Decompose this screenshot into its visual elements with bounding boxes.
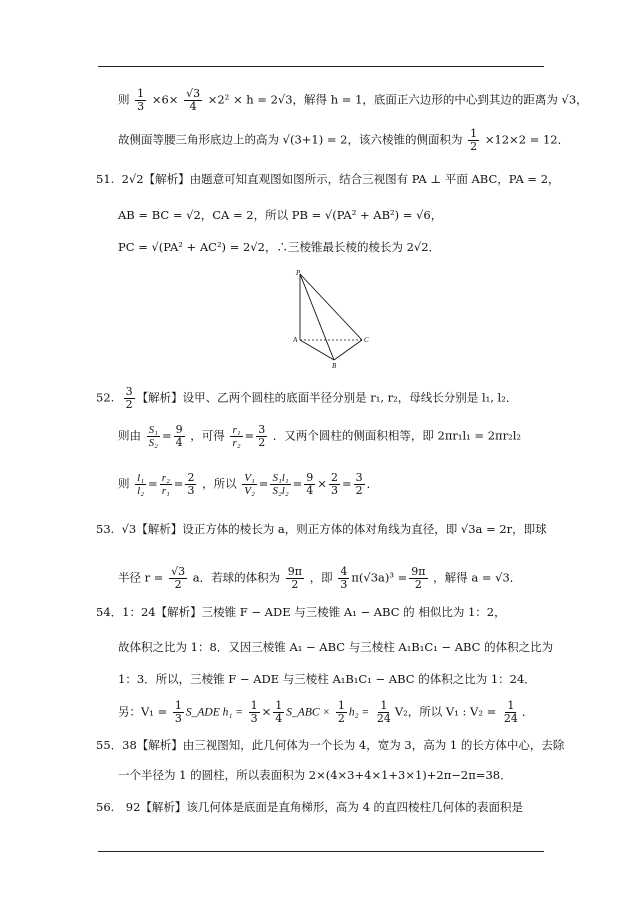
p54-line-3 xyxy=(118,672,536,686)
text: √3【解析】设正方体的棱长为 a，则正方体的体对角线为直径，即 √3a = 2r，即球 xyxy=(121,522,547,536)
label-A: A xyxy=(293,336,298,344)
den: r₂ xyxy=(232,437,241,449)
problem-number: 52. xyxy=(96,390,115,405)
num: 9π xyxy=(411,565,426,578)
num: 1 xyxy=(137,87,145,100)
text: ． xyxy=(366,476,379,491)
num: l₁ xyxy=(137,472,145,484)
num: 1 xyxy=(507,699,515,712)
p52-line-2: 则由 $\frac{\text{S₁}}{\text{S₂}}$ = $\frac{9}{4}$ ，可得 $\frac{\text{r₁}}{\text{r₂}}$ = $\frac{3}{2}$ ．又两个圆柱的侧面积相等，即 2πr₁l₁ = 2πr₂l₂ xyxy=(118,423,521,449)
num: 1 xyxy=(337,699,345,712)
p54-line-4: 另：V₁ = $\frac{1}{3}$ S_ADE h₁ = $\frac{1}{3}$ × $\frac{1}{4}$ S_ABC × $\frac{1}{2}$ h₂ = $\frac{1}{24}$ V₂，所以 V₁ : V₂ = $\frac{1}{24}$ ． xyxy=(118,699,534,725)
text: ，即 xyxy=(309,570,333,585)
edge-PC xyxy=(300,274,362,340)
fraction-s1l1-s2l2 xyxy=(270,472,290,497)
text: S_ABC × xyxy=(286,706,331,719)
fraction-1-3b xyxy=(249,700,260,725)
text: ．又两个圆柱的侧面积相等，即 2πr₁l₁ = 2πr₂l₂ xyxy=(272,428,521,443)
text: ×6× xyxy=(151,92,179,107)
answer-fraction xyxy=(124,386,135,411)
text: 故体积之比为 1：8．又因三棱锥 A₁ − ABC 与三棱柱 A₁B₁C₁ − ABC 的体积之比为 xyxy=(118,640,554,654)
den: 2 xyxy=(258,436,266,449)
num: 3 xyxy=(125,385,133,398)
fraction-root3-over-4 xyxy=(184,88,202,113)
den: 4 xyxy=(189,100,197,113)
num: 3 xyxy=(355,471,363,484)
p55-line-1 xyxy=(96,738,564,752)
den: 2 xyxy=(355,484,363,497)
fraction-r1-r2 xyxy=(230,424,242,449)
text: = xyxy=(173,476,184,491)
text: ×12×2 = 12． xyxy=(484,132,570,147)
text: V₂，所以 V₁ : V₂ = xyxy=(394,704,497,719)
num: 9 xyxy=(175,423,183,436)
text: ，解得 a = √3． xyxy=(433,570,522,585)
p53-line-1 xyxy=(96,522,547,536)
den: S₂ xyxy=(148,437,158,449)
den: 4 xyxy=(306,484,314,497)
fraction-4-3 xyxy=(338,566,349,591)
fraction-1-2 xyxy=(336,700,347,725)
text: 56. 92【解析】该几何体是底面是直角梯形，高为 4 的直四棱柱几何体的表面积是 xyxy=(96,800,524,814)
text: 2√2【解析】由题意可知直观图如图所示，结合三视图有 PA ⊥ 平面 ABC，PA = 2， xyxy=(121,172,560,186)
num: 9 xyxy=(306,471,314,484)
den: 2 xyxy=(291,578,299,591)
num: 1 xyxy=(250,699,258,712)
text: 则 xyxy=(118,476,130,491)
p51-line-3 xyxy=(118,240,440,254)
fraction-1-24 xyxy=(375,700,393,725)
fraction-2-3b xyxy=(329,472,340,497)
num: √3 xyxy=(186,87,201,100)
num: √3 xyxy=(171,565,186,578)
label-B: B xyxy=(332,362,337,370)
fraction-v1-v2 xyxy=(242,472,257,497)
num: 1 xyxy=(380,699,388,712)
fraction-root3-over-2 xyxy=(169,566,187,591)
p54-line-2 xyxy=(118,640,553,654)
text: AB = BC = √2，CA = 2，所以 PB = √(PA² + AB²) = √6， xyxy=(118,208,443,222)
text: π( xyxy=(351,570,364,585)
pyramid-figure xyxy=(290,270,380,370)
edge-PB xyxy=(300,274,334,360)
p51-line-1 xyxy=(96,172,560,186)
problem-number: 53. xyxy=(96,522,115,536)
text: = xyxy=(341,476,352,491)
num: 1 xyxy=(275,699,283,712)
den: 4 xyxy=(275,712,283,725)
text: 一个半径为 1 的圆柱，所以表面积为 2×(4×3+4×1+3×1)+2π−2π=38． xyxy=(118,768,512,782)
p50-line-2 xyxy=(118,128,569,153)
text: ，可得 xyxy=(190,428,225,443)
den: 3 xyxy=(174,712,182,725)
p55-line-2 xyxy=(118,768,512,782)
den: 2 xyxy=(174,578,182,591)
p53-line-2 xyxy=(118,566,521,591)
fraction-2-3 xyxy=(185,472,196,497)
text: 1：3．所以，三棱锥 F − ADE 与三棱柱 A₁B₁C₁ − ABC 的体积之比为 1：24． xyxy=(118,672,536,686)
den: 3 xyxy=(137,100,145,113)
text: = xyxy=(292,476,303,491)
num: 2 xyxy=(187,471,195,484)
text: ，所以 xyxy=(202,476,237,491)
text: √3a)³ = xyxy=(363,570,408,585)
text: 另：V₁ = xyxy=(118,704,168,719)
p51-line-2 xyxy=(118,208,442,222)
den: 3 xyxy=(250,712,258,725)
text: × xyxy=(317,476,327,491)
p54-line-1 xyxy=(96,605,506,619)
den: 2 xyxy=(414,578,422,591)
den: 24 xyxy=(376,712,391,725)
text: 故侧面等腰三角形底边上的高为 √(3+1) = 2，该六棱锥的侧面积为 xyxy=(118,132,463,147)
fraction-9pi-over-2 xyxy=(286,566,304,591)
fraction-3-2b xyxy=(354,472,365,497)
num: 4 xyxy=(340,565,348,578)
den: 24 xyxy=(503,712,518,725)
fraction-l1-l2 xyxy=(135,472,146,497)
den: 2 xyxy=(337,712,345,725)
text: 55．38【解析】由三视图知，此几何体为一个长为 4，宽为 3，高为 1 的长方体中心，去除 xyxy=(96,738,565,752)
text: 【解析】设甲、乙两个圆柱的底面半径分别是 r₁, r₂，母线长分别是 l₁, l₂． xyxy=(136,390,518,405)
fraction-3-2 xyxy=(256,424,267,449)
text: 半径 r = xyxy=(118,570,164,585)
num: r₁ xyxy=(232,424,241,436)
p52-line-3 xyxy=(118,472,378,497)
text: h₂ = xyxy=(348,706,370,719)
fraction-9-4 xyxy=(174,424,185,449)
num: 1 xyxy=(470,127,478,140)
fraction-one-half xyxy=(468,128,479,153)
num: S₁ xyxy=(148,424,158,436)
num: V₁ xyxy=(244,472,255,484)
fraction-1-4 xyxy=(273,700,284,725)
den: 3 xyxy=(187,484,195,497)
edge-BC xyxy=(334,340,362,360)
text: PC = √(PA² + AC²) = 2√2，∴三棱锥最长棱的棱长为 2√2． xyxy=(118,240,441,254)
fraction-1-3 xyxy=(173,700,184,725)
p52-line-1 xyxy=(96,386,517,411)
text: S_ADE h₁ = xyxy=(185,706,243,719)
text: a．若球的体积为 xyxy=(192,570,281,585)
text: 则 xyxy=(118,92,130,107)
num: S₁l₁ xyxy=(272,472,289,484)
fraction-s1-s2 xyxy=(147,424,160,449)
num: 9π xyxy=(287,565,303,578)
text: 则由 xyxy=(118,428,141,443)
den: 3 xyxy=(330,484,338,497)
den: l₂ xyxy=(137,485,145,497)
den: 2 xyxy=(125,398,133,411)
num: 3 xyxy=(258,423,266,436)
den: r₁ xyxy=(161,485,170,497)
text: 54．1：24【解析】三棱锥 F − ADE 与三棱锥 A₁ − ABC 的 相似比为 1：2， xyxy=(96,605,506,619)
fraction-one-third xyxy=(135,88,146,113)
fraction-1-24b xyxy=(502,700,520,725)
num: 2 xyxy=(330,471,338,484)
problem-number: 51. xyxy=(96,172,115,186)
header-rule xyxy=(98,66,544,67)
text: = xyxy=(148,476,158,491)
p56-line-1 xyxy=(96,800,523,814)
den: S₂l₂ xyxy=(272,485,289,497)
den: V₂ xyxy=(244,485,255,497)
fraction-9pi-over-2b xyxy=(409,566,427,591)
den: 4 xyxy=(175,436,183,449)
edge-AB xyxy=(300,340,334,360)
den: 2 xyxy=(470,140,478,153)
p50-line-1 xyxy=(118,88,588,113)
den: 3 xyxy=(340,578,348,591)
num: 1 xyxy=(174,699,182,712)
fraction-r2-r1 xyxy=(160,472,172,497)
footer-rule xyxy=(98,851,544,852)
fraction-9-4b xyxy=(304,472,315,497)
text: ×2² × h = 2√3，解得 h = 1，底面正六边形的中心到其边的距离为 √3， xyxy=(207,92,588,107)
label-C: C xyxy=(364,336,369,344)
label-P: P xyxy=(296,270,301,277)
text: ． xyxy=(521,704,534,719)
text: = xyxy=(258,476,269,491)
num: r₂ xyxy=(161,472,170,484)
